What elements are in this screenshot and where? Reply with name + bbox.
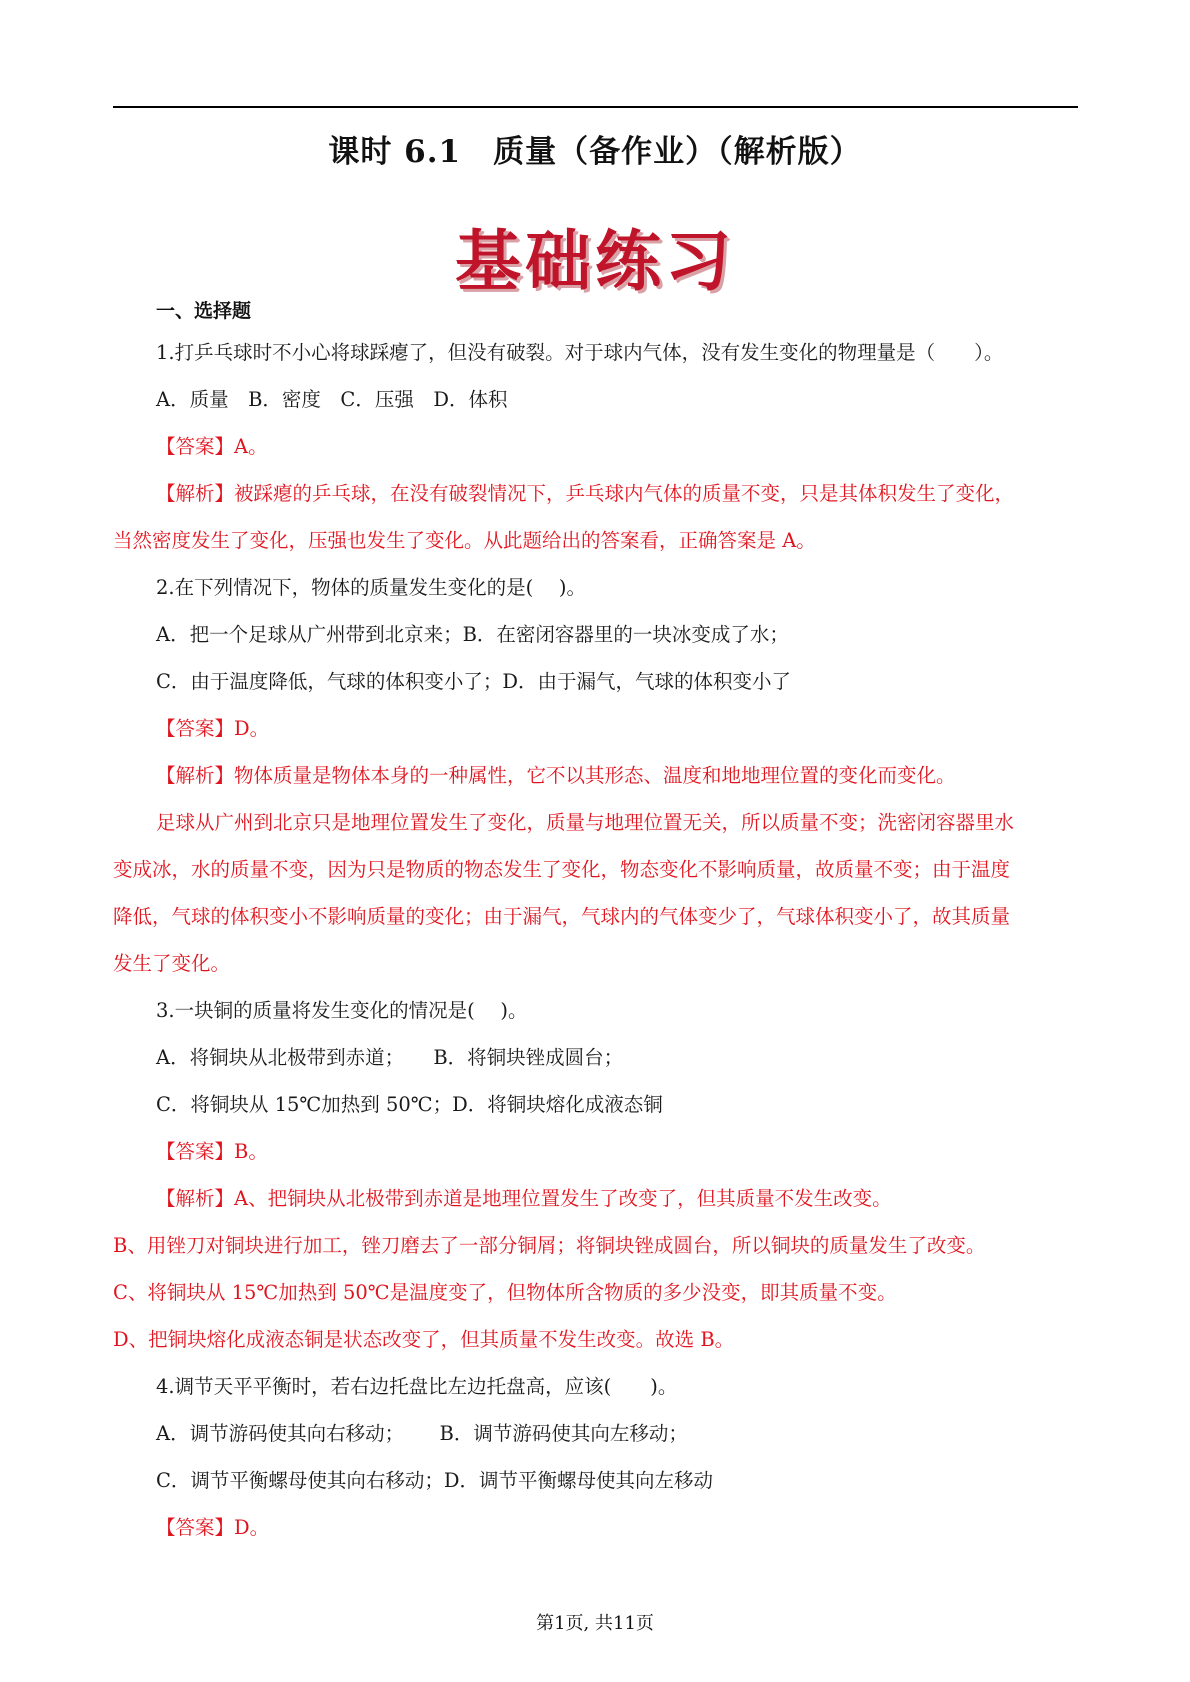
explanation-tag: 【解析】 xyxy=(156,764,235,787)
question-2-explanation-line: 降低，气球的体积变小不影响质量的变化；由于漏气，气球内的气体变少了，气球体积变小了，故其质量 xyxy=(113,905,1011,928)
question-1-explanation-cont: 当然密度发生了变化，压强也发生了变化。从此题给出的答案看，正确答案是 A。 xyxy=(113,529,816,552)
header-rule xyxy=(113,106,1078,108)
page-footer: 第1页, 共11页 xyxy=(536,1613,654,1634)
question-2: 2.在下列情况下，物体的质量发生变化的是( )。 xyxy=(156,576,587,599)
question-3-explanation-line: B、用锉刀对铜块进行加工，锉刀磨去了一部分铜屑；将铜块锉成圆台，所以铜块的质量发生了改变。 xyxy=(113,1234,986,1257)
question-3-explanation-line: D、把铜块熔化成液态铜是状态改变了，但其质量不发生改变。故选 B。 xyxy=(113,1328,735,1351)
question-4-answer xyxy=(156,1515,269,1541)
question-2-options-cd: C．由于温度降低，气球的体积变小了；D．由于漏气，气球的体积变小了 xyxy=(156,670,792,693)
answer-value: D。 xyxy=(234,1516,270,1539)
question-2-explanation-line: 变成冰，水的质量不变，因为只是物质的物态发生了变化，物态变化不影响质量，故质量不变；由于温度 xyxy=(113,858,1011,881)
page-title: 课时 6.1 质量（备作业）（解析版） xyxy=(328,134,862,170)
question-2-answer xyxy=(156,716,269,742)
question-2-explanation xyxy=(156,763,956,789)
explanation-tag: 【解析】 xyxy=(156,1187,235,1210)
question-4-options-ab: A．调节游码使其向右移动； B．调节游码使其向左移动； xyxy=(156,1422,688,1445)
answer-tag: 【答案】 xyxy=(156,1516,235,1539)
answer-tag: 【答案】 xyxy=(156,717,235,740)
question-1-explanation xyxy=(156,481,1014,507)
question-4: 4.调节天平平衡时，若右边托盘比左边托盘高，应该( )。 xyxy=(156,1375,678,1398)
answer-value: D。 xyxy=(234,717,270,740)
section-banner: 基础练习 xyxy=(455,222,735,300)
explanation-text: 物体质量是物体本身的一种属性，它不以其形态、温度和地地理位置的变化而变化。 xyxy=(234,764,956,787)
question-2-explanation-line: 足球从广州到北京只是地理位置发生了变化，质量与地理位置无关，所以质量不变；洗密闭容器里水 xyxy=(156,811,1015,834)
question-4-options-cd: C．调节平衡螺母使其向右移动；D．调节平衡螺母使其向左移动 xyxy=(156,1469,714,1492)
explanation-text: 被踩瘪的乒乓球，在没有破裂情况下，乒乓球内气体的质量不变，只是其体积发生了变化， xyxy=(234,482,1015,505)
question-2-explanation-line: 发生了变化。 xyxy=(113,952,231,975)
question-3-options-ab: A．将铜块从北极带到赤道； B．将铜块锉成圆台； xyxy=(156,1046,624,1069)
question-3-answer xyxy=(156,1139,268,1165)
question-1-answer xyxy=(156,434,268,460)
answer-value: A。 xyxy=(234,435,268,458)
question-3-explanation-line: C、将铜块从 15℃加热到 50℃是温度变了，但物体所含物质的多少没变，即其质量不变。 xyxy=(113,1281,897,1304)
question-3: 3.一块铜的质量将发生变化的情况是( )。 xyxy=(156,999,528,1022)
question-1-options: A．质量 B．密度 C．压强 D．体积 xyxy=(156,388,508,411)
explanation-tag: 【解析】 xyxy=(156,482,235,505)
question-1: 1.打乒乓球时不小心将球踩瘪了，但没有破裂。对于球内气体，没有发生变化的物理量是（ ）。 xyxy=(156,341,1004,364)
question-3-explanation xyxy=(156,1186,892,1212)
section-heading: 一、选择题 xyxy=(156,300,252,322)
answer-value: B。 xyxy=(234,1140,268,1163)
question-3-options-cd: C．将铜块从 15℃加热到 50℃；D．将铜块熔化成液态铜 xyxy=(156,1093,663,1116)
explanation-text: A、把铜块从北极带到赤道是地理位置发生了改变了，但其质量不发生改变。 xyxy=(234,1187,892,1210)
answer-tag: 【答案】 xyxy=(156,435,235,458)
question-2-options-ab: A．把一个足球从广州带到北京来；B．在密闭容器里的一块冰变成了水； xyxy=(156,623,789,646)
answer-tag: 【答案】 xyxy=(156,1140,235,1163)
